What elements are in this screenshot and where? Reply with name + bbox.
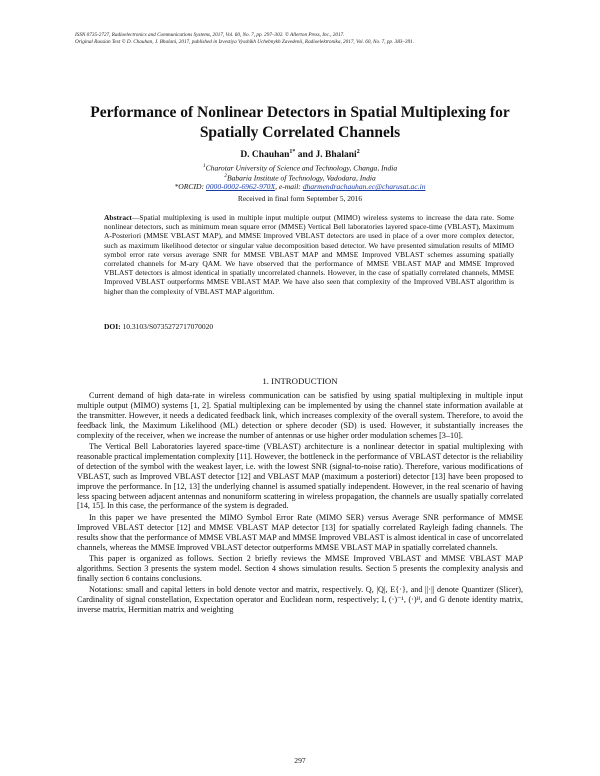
author-1-marker: 1*	[289, 149, 296, 155]
author-2-marker: 2	[356, 149, 360, 155]
affiliation-2-marker: 2	[224, 173, 227, 179]
paragraph: This paper is organized as follows. Section 2 briefly reviews the MMSE Improved VBLAST and MMSE VBLAST MAP algorithms. Section 3 presents the system model. Section 4 shows simulation results. Section 5 presents the complexity analysis and finally section 6 contains conclusions.	[77, 554, 523, 583]
author-2: J. Bhalani	[315, 150, 357, 161]
abstract	[104, 213, 514, 296]
author-1: D. Chauhan	[240, 150, 290, 161]
doi-label: DOI:	[104, 322, 121, 331]
doi-line	[104, 322, 213, 331]
paragraph: Notations: small and capital letters in bold denote vector and matrix, respectively. Q, |Q|, E{·}, and ||·|| denote Quantizer (Slicer), Cardinality of signal constellation, Expectation operator and Euclidean norm, respectively; I, (·)⁻¹, (·)ᴴ, and G denote identity matrix, inverse matrix, Hermitian matrix and weighting	[77, 585, 523, 615]
abstract-label: Abstract	[104, 213, 132, 222]
page-number: 297	[294, 756, 306, 765]
email-link[interactable]: dharmendrachauhan.ec@charusat.ac.in	[302, 182, 426, 191]
received-date: Received in final form September 5, 2016	[237, 194, 363, 203]
doi-value: 10.3103/S0735272717070020	[120, 322, 214, 331]
email-label: , e-mail:	[275, 182, 303, 191]
section-heading: 1. INTRODUCTION	[262, 376, 338, 386]
orcid-label: *ORCID:	[174, 182, 206, 191]
paragraph: Current demand of high data-rate in wireless communication can be satisfied by using spatial multiplexing in multiple input multiple output (MIMO) systems [1, 2]. Spatial multiplexing can be implemented by using the channel state information available at the transmitter. However, it needs a dedicated feedback link, which increases complexity of the overall system. Therefore, to avoid the feedback link, the Maximum Likelihood (ML) detection or sphere decoder (SD) is used. However, it substantially increases the complexity of the receiver, when we increase the number of antennas or use higher order modulation schemes [3–10].	[77, 391, 523, 440]
abstract-text: —Spatial multiplexing is used in multiple input multiple output (MIMO) wireless systems to increase the data rate. Some nonlinear detectors, such as minimum mean square error (MMSE) Vertical Bell laboratories layered space-time (VBLAST), Maximum A-Posteriori (MMSE VBLAST MAP), and MMSE Improved VBLAST detectors are used in place of a over more complex detector, such as maximum likelihood detector or singular value decomposition based detector. We have presented simulation results of MIMO symbol error rate versus average SNR for MMSE VBLAST MAP and MMSE Improved VBLAST schemes assuming spatially correlated channels for M-ary QAM. We have observed that the performance of MMSE VBLAST MAP and MMSE Improved VBLAST detectors is almost identical in spatially uncorrelated channels. However, in the case of spatially correlated channels, MMSE Improved VBLAST outperforms MMSE VBLAST MAP. We have also seen that complexity of the Improved VBLAST algorithm is higher than the complexity of VBLAST MAP algorithm.	[104, 213, 514, 296]
journal-header-line-1: ISSN 0735-2727, Radioelectronics and Communications Systems, 2017, Vol. 60, No. 7, pp. 297–302. © Allerton Press, Inc., 2017.	[75, 32, 345, 38]
affiliation-2-text: Babaria Institute of Technology, Vadodara, India	[226, 173, 376, 183]
journal-header-line-2: Original Russian Text © D. Chauhan, J. Bhalani, 2017, published in Izvestiya Vysshikh Uchebnykh Zavedenii, Radioelektronika, 2017, Vol. 60, No. 7, pp. 383–391.	[75, 39, 415, 45]
orcid-link[interactable]: 0000-0002-6962-970X	[205, 182, 276, 191]
paragraph: In this paper we have presented the MIMO Symbol Error Rate (MIMO SER) versus Average SNR performance of MMSE Improved VBLAST detector [12] and MMSE VBLAST MAP detector [13] for spatially correlated Rayleigh fading channels. The results show that the performance of MMSE VBLAST MAP and MMSE Improved VBLAST is almost identical in case of uncorrelated channels, whereas the MMSE Improved VBLAST detector outperforms MMSE VBLAST MAP in spatially correlated channels.	[77, 512, 523, 552]
body-text	[77, 391, 523, 616]
paper-title: Performance of Nonlinear Detectors in Spatial Multiplexing for Spatially Correlated Channels	[90, 104, 510, 141]
author-and: and	[295, 150, 316, 161]
affiliation-1-text: Charotar University of Science and Technology, Changa, India	[205, 163, 398, 173]
paragraph: The Vertical Bell Laboratories layered space-time (VBLAST) architecture is a nonlinear detector in spatial multiplexing with reasonable practical implementation complexity [11]. However, the bottleneck in the performance of VBLAST detector is the reliability of detection of the symbol with the weakest layer, i.e. with the lowest SNR (signal-to-noise ratio). Therefore, various modifications of VBLAST, such as Improved VBLAST detector [12] and VBLAST MAP (maximum a posteriori) detector [13] have been proposed to improve the performance. In [12, 13] the underlying channel is assumed spatially independent. However, in the real scenario of having less spacing between adjacent antennas and nonuniform scattering in wireless propagation, the channels are usually spatially correlated [14, 15]. In this case, the performance of the system is degraded.	[77, 442, 523, 511]
author-line	[60, 149, 540, 160]
contact-line	[60, 182, 540, 192]
affiliation-1-marker: 1	[202, 163, 206, 169]
